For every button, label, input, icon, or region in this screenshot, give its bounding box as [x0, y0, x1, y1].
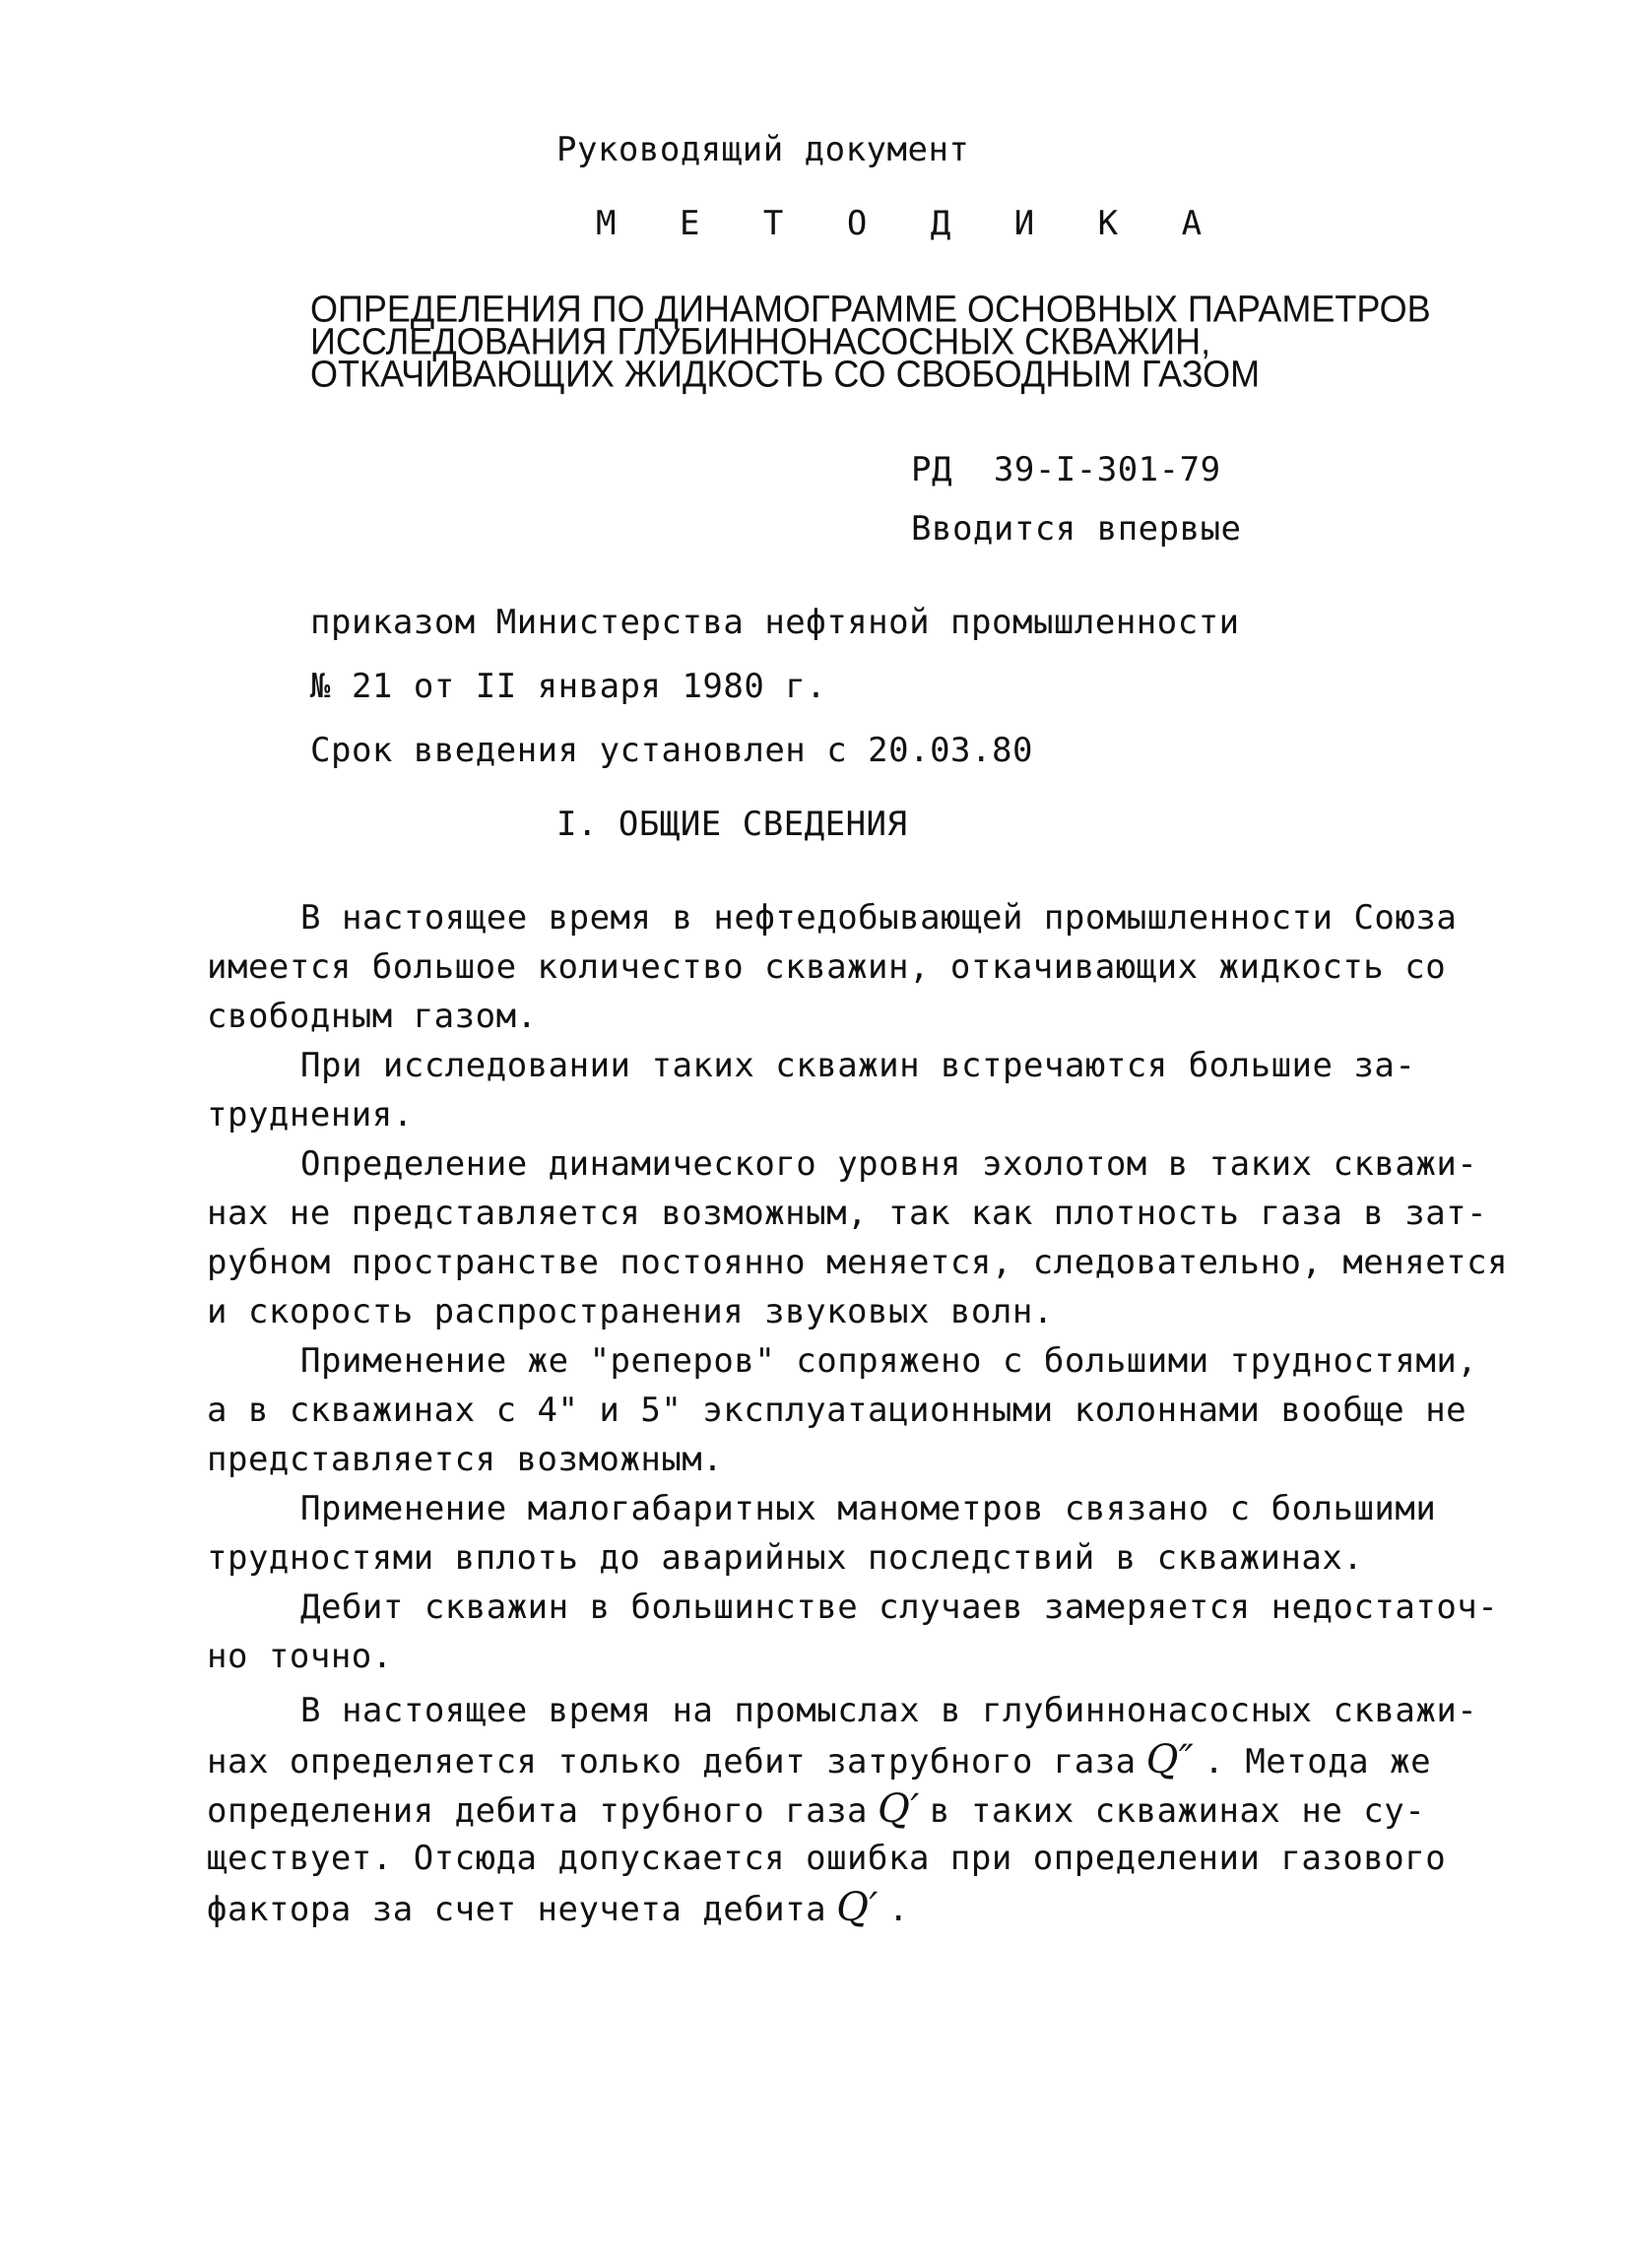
doc-number: РД 39-I-301-79: [911, 450, 1221, 489]
doc-type: Руководящий документ: [556, 130, 970, 169]
p1-line-2: имеется большое количество скважин, откачивающих жидкость со: [207, 947, 1447, 987]
p7-line-5: [207, 1886, 909, 1931]
subtitle-line-1: ОПРЕДЕЛЕНИЯ ПО ДИНАМОГРАММЕ ОСНОВНЫХ ПАРАМЕТРОВ: [310, 287, 1431, 330]
p5-line-1: Применение малогабаритных манометров связано с большими: [300, 1489, 1437, 1528]
p7-line-5-text-a: фактора за счет неучета дебита: [207, 1890, 827, 1929]
p7-line-3-text-a: определения дебита трубного газа: [207, 1791, 869, 1831]
p7-line-3-text-b: в таких скважинах не су-: [929, 1791, 1426, 1831]
order-line-1: приказом Министерства нефтяной промышленности: [310, 603, 1240, 642]
introduced-note: Вводится впервые: [911, 509, 1242, 549]
p2-line-1: При исследовании таких скважин встречаются большие за-: [300, 1046, 1416, 1085]
p7-line-3: [207, 1787, 1425, 1833]
p6-line-1: Дебит скважин в большинстве случаев замеряется недостаточ-: [300, 1588, 1499, 1627]
q-prime-symbol: Q′: [878, 1786, 920, 1832]
p4-line-1: Применение же "реперов" сопряжено с большими трудностями,: [300, 1341, 1478, 1381]
p7-line-5-text-b: .: [887, 1890, 909, 1929]
doc-title: М Е Т О Д И К А: [596, 204, 1224, 243]
p7-line-4: ществует. Отсюда допускается ошибка при определении газового: [207, 1839, 1447, 1878]
p7-line-2-text-a: нах определяется только дебит затрубного газа: [207, 1742, 1137, 1782]
p5-line-2: трудностями вплоть до аварийных последствий в скважинах.: [207, 1538, 1364, 1578]
p4-line-3: представляется возможным.: [207, 1440, 724, 1479]
p7-line-1: В настоящее время на промыслах в глубиннонасосных скважи-: [300, 1691, 1478, 1730]
p3-line-1: Определение динамического уровня эхолотом в таких скважи-: [300, 1144, 1478, 1184]
subtitle-line-2: ИССЛЕДОВАНИЯ ГЛУБИННОНАСОСНЫХ СКВАЖИН,: [310, 319, 1211, 362]
order-line-3: Срок введения установлен с 20.03.80: [310, 731, 1033, 770]
p1-line-3: свободным газом.: [207, 997, 538, 1036]
p1-line-1: В настоящее время в нефтедобывающей промышленности Союза: [300, 898, 1458, 938]
p7-line-2: [207, 1738, 1431, 1783]
p7-line-2-text-b: . Метода же: [1204, 1742, 1432, 1782]
p6-line-2: но точно.: [207, 1637, 393, 1676]
q-prime-symbol-2: Q′: [836, 1885, 879, 1930]
p3-line-3: рубном пространстве постоянно меняется, следовательно, меняется: [207, 1243, 1509, 1282]
section-heading: I. ОБЩИЕ СВЕДЕНИЯ: [556, 805, 908, 844]
order-line-2: № 21 от II января 1980 г.: [310, 667, 827, 706]
q-double-prime-symbol: Q″: [1145, 1737, 1195, 1782]
subtitle-line-3: ОТКАЧИВАЮЩИХ ЖИДКОСТЬ СО СВОБОДНЫМ ГАЗОМ: [310, 352, 1261, 395]
p2-line-2: труднения.: [207, 1095, 414, 1134]
p3-line-2: нах не представляется возможным, так как плотность газа в зат-: [207, 1194, 1488, 1233]
p4-line-2: а в скважинах с 4" и 5" эксплуатационными колоннами вообще не: [207, 1391, 1467, 1430]
p3-line-4: и скорость распространения звуковых волн.: [207, 1292, 1054, 1331]
